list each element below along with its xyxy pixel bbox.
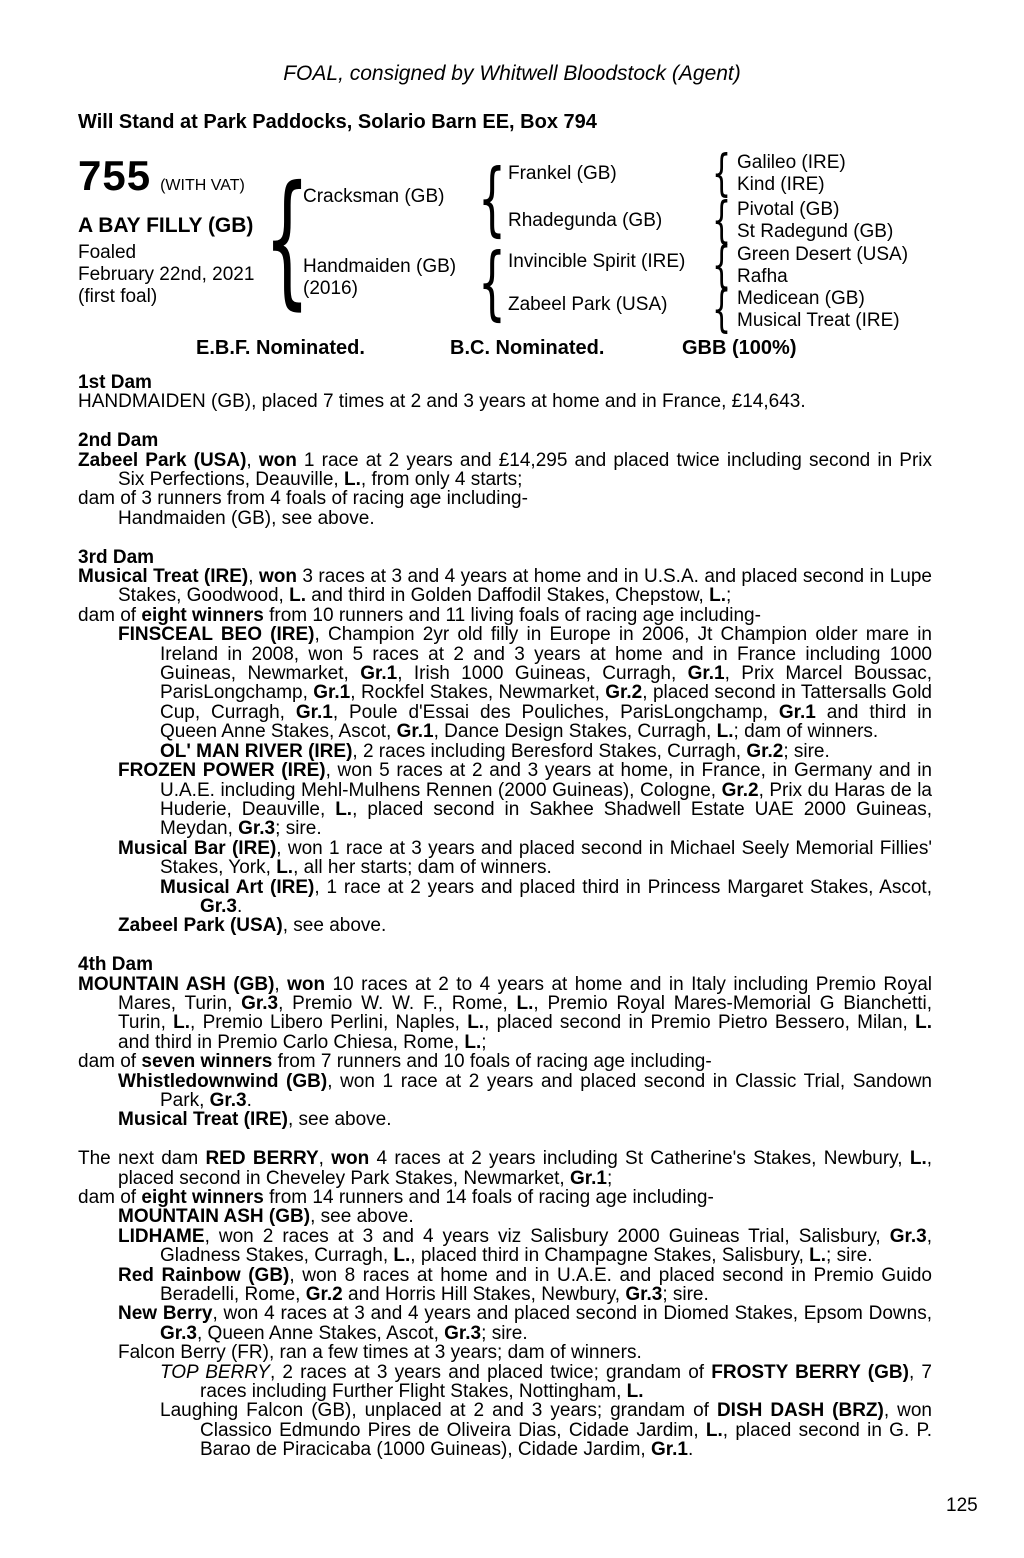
text-run: dam of [78,604,142,626]
text-run: FROSTY BERRY (GB) [711,1361,909,1383]
horse-name: A BAY FILLY (GB) [78,214,254,237]
great-grandparent: Pivotal (GB) [737,199,840,220]
text-run: , Premio Royal Mares-Memorial G Bianchetti, Turin, [118,992,933,1034]
pedigree-paragraph [118,1110,932,1129]
great-grandparent: Rafha [737,266,788,287]
text-run: L. [335,798,353,820]
foaled-label: Foaled [78,242,137,263]
dam-year: (2016) [303,278,358,299]
text-run: Gr.3 [889,1225,927,1247]
pedigree-paragraph [118,1227,932,1266]
text-run: Gr.3 [241,992,279,1014]
pedigree-text [78,373,932,1460]
text-run: ; sire. [662,1284,709,1306]
text-run: RED BERRY [205,1148,319,1170]
text-run: Gr.1 [360,663,398,685]
text-run: L. [809,1245,827,1267]
pedigree-paragraph [78,451,932,490]
great-grandparent: Green Desert (USA) [737,244,909,265]
pedigree-paragraph [118,1266,932,1305]
text-run: 1 race at 2 years and £14,295 and placed twice including second in Prix Six Perfections, Deauville, [118,449,932,491]
text-run: L. [173,1012,191,1034]
pedigree-paragraph [118,1072,932,1111]
text-run: FROZEN POWER (IRE) [118,760,326,782]
text-run: , Poule d'Essai des Pouliches, ParisLongchamp, [332,701,779,723]
text-run: . [687,1439,694,1461]
text-run: Whistledownwind (GB) [118,1070,328,1092]
text-run: , Prix Marcel Boussac, ParisLongchamp, [160,663,932,704]
foal-note: (first foal) [78,286,158,307]
text-run: , Prix du Haras de la Huderie, Deauville, [160,779,932,820]
great-grandparent: St Radegund (GB) [737,221,894,242]
text-run: , placed second in G. P. Barao de Piracicaba (1000 Guineas), Cidade Jardim, [200,1419,932,1461]
pedigree-brace-dam [478,242,506,324]
text-run: OL' MAN RIVER (IRE) [160,740,353,762]
paragraph-gap [78,412,932,431]
text-run: 4 races at 2 years including St Catherine's Stakes, Newbury, [369,1148,910,1170]
text-run: and third in Premio Carlo Chiesa, Rome, [118,1031,465,1053]
text-run: and Horris Hill Stakes, Newbury, [342,1284,626,1306]
text-run: , placed second in Sakhee Shadwell Estate UAE 2000 Guineas, Meydan, [160,798,932,840]
text-run: , placed second in Premio Pietro Bessero, Milan, [484,1012,916,1034]
text-run: Red Rainbow (GB) [118,1264,290,1286]
text-run: Gr.3 [200,895,237,917]
text-run: ; sire. [826,1245,873,1267]
text-run: MOUNTAIN ASH (GB) [78,973,275,995]
pedigree-paragraph [118,1207,932,1226]
text-run: from 10 runners and 11 living foals of racing age including- [263,604,761,626]
text-run: , see above. [282,915,387,937]
gbb-nomination: GBB (100%) [682,337,797,359]
text-run: , placed third in Champagne Stakes, Salisbury, [410,1245,810,1267]
text-run: Gr.3 [238,818,276,840]
text-run: , won 1 race at 2 years and placed second in Classic Trial, Sandown Park, [160,1070,932,1111]
text-run: Gr.3 [444,1322,482,1344]
text-run: L. [467,1012,485,1034]
pedigree-brace-sire [478,158,506,240]
pedigree-paragraph [78,975,932,1053]
text-run: , won Classico Edmundo Pires de Oliveira Dias, Cidade Jardim, [200,1400,933,1441]
lot-number: 755 [78,152,152,199]
dam-section-heading: 1st Dam [78,372,152,393]
pedigree-paragraph [78,1052,932,1071]
text-run: and third in Golden Daffodil Stakes, Chepstow, [306,585,710,607]
text-run: L. [393,1245,411,1267]
page-number: 125 [946,1495,978,1516]
text-run: dam of [78,1187,142,1208]
great-grandparent: Musical Treat (IRE) [737,310,900,331]
text-run: from 7 runners and 10 foals of racing age including- [272,1051,712,1073]
pedigree-paragraph [118,1343,932,1362]
text-run: , Champion 2yr old filly in Europe in 2006, Jt Champion older mare in Ireland in 2008, won 5 races at 2 and 3 years at home and in France including 1000 Guineas, Newmarket, [160,624,932,685]
text-run: , [246,449,259,471]
paragraph-gap [78,936,932,955]
text-run: L. [709,585,727,607]
text-run: Gr.2 [746,740,784,762]
pedigree-brace-gen3-4 [712,283,731,335]
text-run: won [258,566,297,588]
granddam-paternal: Rhadegunda (GB) [508,210,663,231]
text-run: L. [716,721,734,743]
pedigree-paragraph [118,509,932,528]
text-run: L. [705,1419,723,1441]
text-run: , won 8 races at home and in U.A.E. and placed second in Premio Guido Beradelli, Rome, [160,1264,932,1306]
dam-section-heading: 3rd Dam [78,546,155,568]
pedigree-paragraph [78,567,932,606]
text-run: Gr.1 [778,701,816,723]
pedigree-paragraph [118,839,932,878]
text-run: Gr.2 [721,779,759,801]
text-run: New Berry [118,1303,213,1325]
text-run: dam of [78,1051,142,1073]
text-run: , won 5 races at 2 and 3 years at home, in France, in Germany and in U.A.E. including Mehl-Mulhens Rennen (2000 Guineas), Cologne, [160,760,932,801]
text-run: , 1 race at 2 years and placed third in Princess Margaret Stakes, Ascot, [314,876,932,898]
text-run: , [318,1148,332,1170]
text-run: Zabeel Park (USA) [78,449,247,471]
text-run: , placed second in Cheveley Park Stakes, Newmarket, [118,1148,933,1189]
text-run: Falcon Berry (FR), ran a few times at 3 years; dam of winners. [118,1342,642,1364]
pedigree-paragraph [160,742,932,761]
text-run: DISH DASH (BRZ) [716,1400,884,1422]
text-run: Gr.1 [570,1167,607,1189]
pedigree-paragraph [118,761,932,839]
pedigree-paragraph [78,392,932,411]
text-run: won [287,973,326,995]
bc-nomination: B.C. Nominated. [450,337,605,359]
granddam-maternal: Zabeel Park (USA) [508,294,668,315]
text-run: Gr.2 [605,682,643,704]
text-run: , Dance Design Stakes, Curragh, [433,721,717,743]
text-run: dam of 3 runners from 4 foals of racing age including- [78,488,528,510]
text-run: MOUNTAIN ASH (GB) [118,1206,311,1228]
pedigree-paragraph [78,1149,932,1188]
text-run: Gr.1 [313,682,351,704]
consignor-line: FOAL, consigned by Whitwell Bloodstock (Agent) [283,62,741,85]
text-run: 10 races at 2 to 4 years at home and in Italy including Premio Royal Mares, Turin, [118,973,932,1014]
pedigree-paragraph [118,916,932,935]
text-run: Gr.1 [396,721,434,743]
text-run: LIDHAME [118,1225,205,1247]
text-run: L. [909,1148,927,1170]
vat-note: (WITH VAT) [160,177,245,194]
pedigree-paragraph [160,1401,932,1459]
text-run: ; dam of winners. [733,721,879,743]
paragraph-gap [78,1130,932,1149]
text-run: ; sire. [275,818,322,840]
text-run: and third in Queen Anne Stakes, Ascot, [160,701,932,743]
text-run: Handmaiden (GB), see above. [118,507,375,529]
grandsire-paternal: Frankel (GB) [508,163,617,184]
text-run: , see above. [310,1206,414,1228]
text-run: , placed second in Tattersalls Gold Cup, Curragh, [160,682,932,723]
text-run: L. [344,469,361,491]
pedigree-paragraph [118,1304,932,1343]
text-run: from 14 runners and 14 foals of racing age including- [263,1187,714,1208]
text-run: FINSCEAL BEO (IRE) [118,624,315,646]
text-run: Musical Treat (IRE) [78,566,249,588]
text-run: 3 races at 3 and 4 years at home and in U.S.A. and placed second in Lupe Stakes, Goodwood, [118,566,932,607]
text-run: Gr.3 [160,1322,197,1344]
sire-name: Cracksman (GB) [303,186,445,207]
pedigree-paragraph [78,606,932,625]
text-run: , Rockfel Stakes, Newmarket, [350,682,606,704]
pedigree-paragraph [78,1188,932,1207]
text-run: Gr.2 [305,1284,343,1306]
text-run: eight winners [141,604,264,626]
pedigree-paragraph [118,625,932,741]
text-run: ; [606,1167,613,1189]
text-run: seven winners [141,1051,273,1073]
text-run: , 2 races including Beresford Stakes, Curragh, [352,740,747,762]
dam-section-heading: 4th Dam [78,954,153,976]
text-run: ; sire. [783,740,830,762]
ebf-nomination: E.B.F. Nominated. [196,337,365,359]
dam-section-heading: 2nd Dam [78,430,159,452]
text-run: Musical Art (IRE) [160,876,315,898]
text-run: , Premio W. W. F., Rome, [278,992,517,1014]
text-run: , [248,566,259,588]
text-run: , Premio Libero Perlini, Naples, [190,1012,468,1034]
paragraph-gap [78,528,932,547]
great-grandparent: Medicean (GB) [737,288,865,309]
pedigree-paragraph [160,1363,932,1402]
text-run: , see above. [288,1109,392,1131]
text-run: HANDMAIDEN (GB), placed 7 times at 2 and 3 years at home and in France, £14,643. [78,391,806,413]
text-run: L. [276,857,294,879]
text-run: Laughing Falcon (GB), unplaced at 2 and 3 years; grandam of [160,1400,717,1422]
text-run: eight winners [141,1187,264,1208]
dam-name: Handmaiden (GB) [303,256,457,277]
text-run: . [236,895,243,917]
text-run: TOP BERRY [160,1361,270,1383]
text-run: . [246,1089,252,1111]
text-run: Gr.3 [209,1089,247,1111]
text-run: Gr.1 [295,701,333,723]
text-run: , 7 races including Further Flight Stakes, Nottingham, [200,1361,932,1403]
great-grandparent: Kind (IRE) [737,174,825,195]
text-run: won [258,449,297,471]
text-run: L. [626,1381,644,1403]
lot-number-row [78,152,245,199]
text-run: Gr.1 [687,663,725,685]
text-run: , from only 4 starts; [360,469,523,491]
foaled-date: February 22nd, 2021 [78,264,255,285]
text-run: Gr.1 [650,1439,688,1461]
grandsire-maternal: Invincible Spirit (IRE) [508,251,686,272]
text-run: Musical Treat (IRE) [118,1109,288,1131]
text-run: , Gladness Stakes, Curragh, [160,1225,932,1267]
text-run: ; sire. [481,1322,528,1344]
text-run: Gr.3 [625,1284,663,1306]
text-run: ; [726,585,732,607]
pedigree-paragraph [78,489,932,508]
text-run: The next dam [78,1148,206,1170]
great-grandparent: Galileo (IRE) [737,152,846,173]
text-run: L. [289,585,306,607]
text-run: , 2 races at 3 years and placed twice; grandam of [269,1361,712,1383]
text-run: , Queen Anne Stakes, Ascot, [196,1322,445,1344]
text-run: , Irish 1000 Guineas, Curragh, [397,663,688,685]
text-run: , all her starts; dam of winners. [293,857,552,879]
text-run: L. [464,1031,482,1053]
pedigree-paragraph [160,878,932,917]
text-run: , won 4 races at 3 and 4 years and placed second in Diomed Stakes, Epsom Downs, [212,1303,932,1325]
text-run: Zabeel Park (USA) [118,915,283,937]
text-run: L. [516,992,534,1014]
text-run: , won 2 races at 3 and 4 years viz Salisbury 2000 Guineas Trial, Salisbury, [204,1225,890,1247]
text-run: L. [915,1012,933,1034]
text-run: Musical Bar (IRE) [118,837,277,859]
stand-location-line: Will Stand at Park Paddocks, Solario Barn EE, Box 794 [78,111,597,133]
text-run: , won 1 race at 3 years and placed second in Michael Seely Memorial Fillies' Stakes, York, [160,837,932,879]
text-run: ; [481,1031,487,1053]
text-run: won [331,1148,370,1170]
text-run: , [274,973,288,995]
